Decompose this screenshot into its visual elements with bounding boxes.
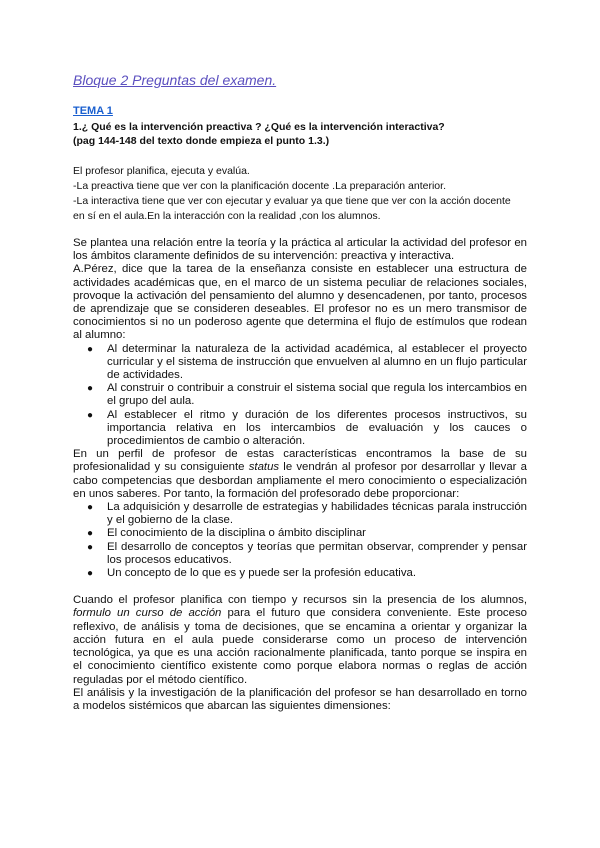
body-text (73, 237, 527, 713)
text-run: le vendrán al profesor por desarrollar y llevar a cabo competencias que desbordan ampliamente el mero conocimiento o especialización en unos saberes. Por tanto, la formación del profesorado debe proporcionar: (73, 461, 527, 500)
notes-block (73, 164, 513, 224)
list-item: ● Al construir o contribuir a construir el sistema social que regula los intercambios en el grupo del aula. (107, 382, 527, 408)
spacer (73, 580, 527, 594)
emphasis: formulo un curso de acción (73, 607, 222, 620)
list-item: ● La adquisición y desarrolle de estrategias y habilidades técnicas parala instrucción y el gobierno de la clase. (107, 501, 527, 527)
text-run: para el futuro que considera conveniente. Este proceso reflexivo, de análisis y toma de decisiones, que se encamina a orientar y organizar la acción futura en el aula puede considerarse como un proceso de intervención tecnológica, ya que es una acción racionalmente planificada, tanto porque se inspira en el conocimiento científico existente como porque elabora normas o reglas de acción reguladas por el método científico. (73, 607, 527, 686)
bullet-list (73, 343, 527, 449)
document-title: Bloque 2 Preguntas del examen. (73, 72, 277, 88)
bullet-list (73, 501, 527, 580)
paragraph (73, 448, 527, 501)
question-text: 1.¿ Qué es la intervención preactiva ? ¿Qué es la intervención interactiva? (73, 121, 445, 133)
paragraph: Se plantea una relación entre la teoría y la práctica al articular la actividad del profesor en los ámbitos claramente definidos de su intervención: preactiva y interactiva. (73, 237, 527, 263)
text-run: En un perfil de profesor de estas características encontramos la base de su profesionalidad y su consiguiente (73, 448, 527, 474)
page-reference: (pag 144-148 del texto donde empieza el punto 1.3.) (73, 135, 330, 147)
question-block (73, 120, 543, 148)
list-item: ● Un concepto de lo que es y puede ser la profesión educativa. (107, 567, 527, 580)
note-line: El profesor planifica, ejecuta y evalúa. (73, 165, 250, 177)
note-line: -La preactiva tiene que ver con la planificación docente .La preparación anterior. (73, 180, 446, 192)
text-run: Cuando el profesor planifica con tiempo y recursos sin la presencia de los alumnos, (73, 594, 527, 607)
emphasis: status (248, 461, 280, 474)
paragraph: A.Pérez, dice que la tarea de la enseñanza consiste en establecer una estructura de actividades académicas que, en el marco de un sistema peculiar de relaciones sociales, provoque la activación del pensamiento del alumno y desencadenen, por tanto, procesos de aprendizaje que se consideren deseables. El profesor no es un mero transmisor de conocimientos si no un poderoso agente que determina el flujo de estímulos que rodean al alumno: (73, 263, 527, 342)
note-line: -La interactiva tiene que ver con ejecutar y evaluar ya que tiene que ver con la acción docente en sí en el aula.En la interacción con la realidad ,con los alumnos. (73, 195, 511, 222)
list-item: ● El conocimiento de la disciplina o ámbito disciplinar (107, 527, 527, 540)
section-heading: TEMA 1 (73, 105, 113, 117)
paragraph: El análisis y la investigación de la planificación del profesor se han desarrollado en torno a modelos sistémicos que abarcan las siguientes dimensiones: (73, 686, 527, 712)
paragraph (73, 594, 527, 686)
list-item: ● Al determinar la naturaleza de la actividad académica, al establecer el proyecto curricular y el sistema de instrucción que envuelven al alumno en un flujo particular de actividades. (107, 343, 527, 383)
list-item: ● El desarrollo de conceptos y teorías que permitan observar, comprender y pensar los procesos educativos. (107, 541, 527, 567)
list-item: ● Al establecer el ritmo y duración de los diferentes procesos instructivos, su importancia relativa en los intercambios de evaluación y los cauces o procedimientos de cambio o alteración. (107, 409, 527, 449)
